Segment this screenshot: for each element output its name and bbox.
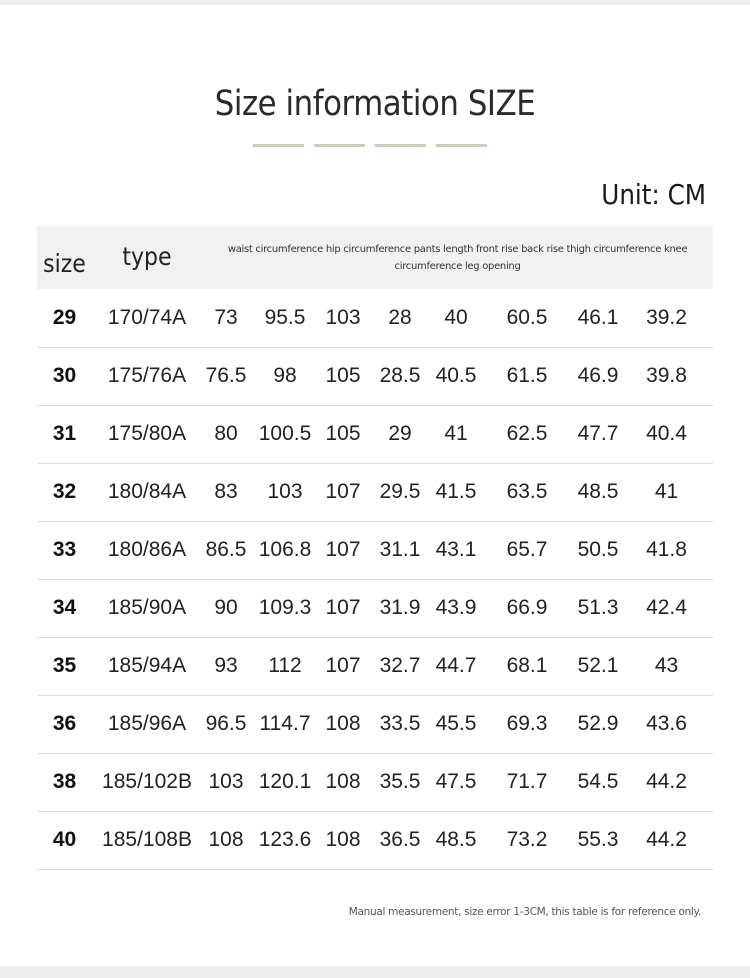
cell-measurement: 96.5 (205, 712, 247, 735)
cell-measurement: 47.5 (435, 770, 477, 793)
cell-measurement: 35.5 (379, 770, 421, 793)
page-title: Size information SIZE (214, 84, 536, 124)
cell-measurement: 46.1 (577, 305, 619, 329)
table-row (37, 811, 713, 869)
table-row (37, 347, 713, 405)
cell-measurement: 33.5 (379, 712, 421, 735)
cell-measurement: 41.5 (435, 480, 477, 503)
unit-label: Unit: CM (601, 178, 706, 211)
cell-measurement: 45.5 (435, 712, 477, 735)
cell-type: 180/84A (107, 480, 187, 503)
cell-measurement: 28.5 (379, 364, 421, 387)
cell-measurement: 68.1 (506, 654, 548, 677)
footnote: Manual measurement, size error 1-3CM, this table is for reference only. (348, 906, 701, 918)
cell-measurement: 55.3 (577, 828, 619, 851)
underline-dash (436, 144, 487, 147)
cell-measurement: 41 (654, 480, 679, 503)
cell-measurement: 39.8 (646, 364, 687, 387)
cell-measurement: 41 (444, 422, 468, 445)
cell-type: 175/76A (107, 364, 187, 387)
table-row (37, 463, 713, 521)
cell-measurement: 43.6 (646, 712, 687, 735)
cell-measurement: 40.5 (435, 364, 477, 387)
cell-measurement: 107 (325, 538, 361, 561)
table-row (37, 579, 713, 637)
cell-type: 185/90A (107, 596, 187, 619)
table-row (37, 289, 713, 347)
cell-measurement: 40.4 (646, 422, 687, 445)
cell-type: 185/108B (102, 828, 192, 851)
cell-measurement: 103 (325, 305, 361, 329)
cell-type: 185/102B (102, 770, 192, 793)
cell-measurement: 43 (654, 654, 679, 677)
cell-measurement: 112 (268, 654, 302, 677)
cell-measurement: 54.5 (577, 770, 619, 793)
table-row (37, 753, 713, 811)
cell-measurement: 28 (388, 305, 412, 329)
cell-measurement: 48.5 (435, 828, 477, 851)
cell-size: 30 (52, 364, 77, 387)
header-size: size (43, 249, 86, 278)
cell-measurement: 29.5 (379, 480, 421, 503)
cell-measurement: 107 (325, 480, 361, 503)
cell-measurement: 29 (388, 422, 412, 445)
cell-size: 40 (52, 828, 77, 851)
cell-measurement: 44.2 (646, 828, 687, 851)
cell-measurement: 52.9 (577, 712, 619, 735)
cell-measurement: 95.5 (264, 305, 306, 329)
cell-measurement: 90 (214, 596, 238, 619)
cell-measurement: 63.5 (506, 480, 548, 503)
cell-measurement: 108 (208, 828, 244, 851)
cell-size: 35 (52, 654, 77, 677)
cell-measurement: 60.5 (506, 305, 548, 329)
cell-type: 185/94A (107, 654, 187, 677)
cell-measurement: 52.1 (577, 654, 619, 677)
cell-measurement: 31.1 (379, 538, 421, 561)
cell-measurement: 62.5 (506, 422, 548, 445)
cell-measurement: 83 (214, 480, 238, 503)
header-type: type (122, 242, 172, 271)
cell-type: 180/86A (107, 538, 187, 561)
cell-measurement: 103 (208, 770, 244, 793)
table-row (37, 637, 713, 695)
cell-measurement: 69.3 (506, 712, 548, 735)
cell-measurement: 73 (214, 305, 238, 329)
cell-measurement: 107 (325, 596, 361, 619)
cell-measurement: 100.5 (258, 422, 312, 445)
cell-measurement: 105 (325, 364, 361, 387)
cell-measurement: 108 (325, 770, 361, 793)
cell-measurement: 46.9 (577, 364, 619, 387)
cell-measurement: 44.7 (435, 654, 477, 677)
underline-dash (375, 144, 426, 147)
cell-measurement: 39.2 (646, 305, 687, 329)
cell-measurement: 47.7 (577, 422, 619, 445)
cell-measurement: 98 (273, 364, 297, 387)
cell-measurement: 76.5 (205, 364, 247, 387)
table-row (37, 405, 713, 463)
cell-measurement: 66.9 (506, 596, 548, 619)
cell-measurement: 105 (325, 422, 361, 445)
size-table (37, 226, 713, 870)
underline-dash (253, 144, 304, 147)
cell-measurement: 41.8 (646, 538, 687, 561)
cell-measurement: 107 (325, 654, 361, 677)
cell-measurement: 108 (325, 828, 361, 851)
cell-measurement: 48.5 (577, 480, 619, 503)
title-underline (253, 144, 487, 147)
underline-dash (314, 144, 365, 147)
cell-measurement: 108 (325, 712, 361, 735)
cell-type: 170/74A (107, 305, 187, 329)
cell-type: 175/80A (107, 422, 187, 445)
cell-type: 185/96A (107, 712, 187, 735)
table-row (37, 521, 713, 579)
cell-measurement: 65.7 (506, 538, 548, 561)
cell-size: 32 (52, 480, 77, 503)
table-body (37, 289, 713, 869)
top-band (0, 0, 750, 5)
cell-measurement: 71.7 (506, 770, 548, 793)
table-row (37, 695, 713, 753)
cell-size: 36 (52, 712, 77, 735)
cell-size: 29 (52, 305, 77, 329)
cell-measurement: 50.5 (577, 538, 619, 561)
cell-measurement: 106.8 (258, 538, 312, 561)
cell-size: 33 (52, 538, 77, 561)
cell-measurement: 51.3 (577, 596, 619, 619)
cell-measurement: 32.7 (379, 654, 421, 677)
cell-measurement: 73.2 (506, 828, 548, 851)
cell-size: 34 (52, 596, 77, 619)
table-header-row (37, 226, 713, 289)
cell-measurement: 86.5 (205, 538, 247, 561)
cell-measurement: 42.4 (646, 596, 687, 619)
cell-measurement: 43.9 (435, 596, 477, 619)
cell-measurement: 120.1 (258, 770, 312, 793)
cell-measurement: 103 (267, 480, 303, 503)
cell-measurement: 36.5 (379, 828, 421, 851)
cell-measurement: 44.2 (646, 770, 687, 793)
cell-measurement: 93 (214, 654, 238, 677)
cell-measurement: 61.5 (506, 364, 548, 387)
cell-measurement: 123.6 (258, 828, 312, 851)
bottom-band (0, 966, 750, 978)
cell-measurement: 114.7 (259, 712, 311, 735)
cell-measurement: 31.9 (379, 596, 421, 619)
header-measurements: waist circumference hip circumference pants length front rise back rise thigh circumference knee circumference leg opening (227, 243, 688, 272)
cell-size: 38 (52, 770, 77, 793)
cell-measurement: 80 (214, 422, 238, 445)
cell-size: 31 (52, 422, 77, 445)
cell-measurement: 109.3 (258, 596, 312, 619)
cell-measurement: 43.1 (435, 538, 477, 561)
cell-measurement: 40 (444, 305, 468, 329)
